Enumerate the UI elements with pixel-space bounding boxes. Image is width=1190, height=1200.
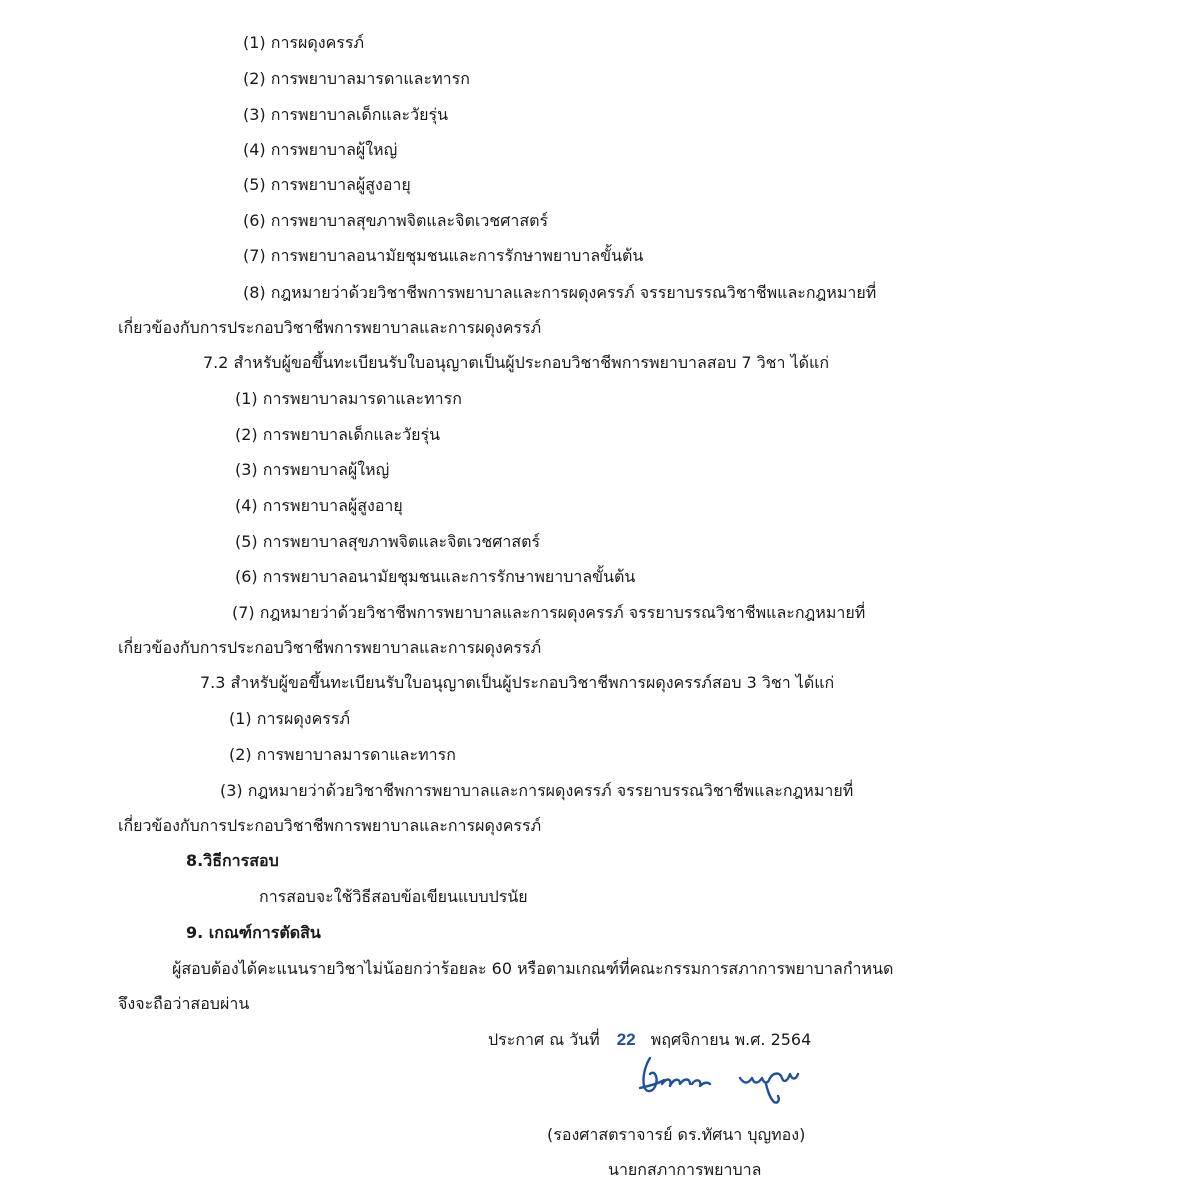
section-8-heading: 8.วิธีการสอบ: [186, 851, 279, 870]
list-item: (6) การพยาบาลสุขภาพจิตและจิตเวชศาสตร์: [243, 211, 549, 230]
list-item: (7) การพยาบาลอนามัยชุมชนและการรักษาพยาบาลขั้นต้น: [243, 246, 644, 265]
announcement-suffix: พฤศจิกายน พ.ศ. 2564: [650, 1030, 812, 1049]
list-item: (2) การพยาบาลมารดาและทารก: [243, 69, 470, 88]
announcement-prefix: ประกาศ ณ วันที่: [488, 1030, 600, 1049]
section-9-heading: 9. เกณฑ์การตัดสิน: [186, 923, 321, 942]
section-7-2-heading: 7.2 สำหรับผู้ขอขึ้นทะเบียนรับใบอนุญาตเป็นผู้ประกอบวิชาชีพการพยาบาลสอบ 7 วิชา ได้แก่: [203, 353, 830, 372]
section-9-text-continuation: จึงจะถือว่าสอบผ่าน: [118, 994, 250, 1013]
section-7-3-heading: 7.3 สำหรับผู้ขอขึ้นทะเบียนรับใบอนุญาตเป็นผู้ประกอบวิชาชีพการผดุงครรภ์สอบ 3 วิชา ได้แก่: [200, 673, 835, 692]
list-item: (5) การพยาบาลผู้สูงอายุ: [243, 175, 411, 194]
signer-title: นายกสภาการพยาบาล: [608, 1160, 762, 1179]
list-item: (7) กฎหมายว่าด้วยวิชาชีพการพยาบาลและการผดุงครรภ์ จรรยาบรรณวิชาชีพและกฎหมายที่: [232, 603, 866, 622]
list-item: (3) การพยาบาลผู้ใหญ่: [235, 460, 390, 479]
list-item: (2) การพยาบาลมารดาและทารก: [229, 745, 456, 764]
signer-name: (รองศาสตราจารย์ ดร.ทัศนา บุญทอง): [547, 1125, 806, 1144]
list-item: (1) การผดุงครรภ์: [229, 709, 351, 728]
list-item-continuation: เกี่ยวข้องกับการประกอบวิชาชีพการพยาบาลและการผดุงครรภ์: [118, 816, 542, 835]
list-item-continuation: เกี่ยวข้องกับการประกอบวิชาชีพการพยาบาลและการผดุงครรภ์: [118, 638, 542, 657]
section-9-text: ผู้สอบต้องได้คะแนนรายวิชาไม่น้อยกว่าร้อยละ 60 หรือตามเกณฑ์ที่คณะกรรมการสภาการพยาบาลกำหนด: [172, 959, 894, 978]
announcement-date: [488, 1029, 811, 1051]
list-item: (6) การพยาบาลอนามัยชุมชนและการรักษาพยาบาลขั้นต้น: [235, 567, 636, 586]
list-item: (5) การพยาบาลสุขภาพจิตและจิตเวชศาสตร์: [235, 532, 541, 551]
signature-icon: [628, 1050, 808, 1110]
list-item-continuation: เกี่ยวข้องกับการประกอบวิชาชีพการพยาบาลและการผดุงครรภ์: [118, 318, 542, 337]
list-item: (4) การพยาบาลผู้ใหญ่: [243, 140, 398, 159]
list-item: (3) การพยาบาลเด็กและวัยรุ่น: [243, 105, 449, 124]
section-8-text: การสอบจะใช้วิธีสอบข้อเขียนแบบปรนัย: [259, 887, 528, 906]
list-item: (3) กฎหมายว่าด้วยวิชาชีพการพยาบาลและการผดุงครรภ์ จรรยาบรรณวิชาชีพและกฎหมายที่: [220, 781, 854, 800]
list-item: (1) การพยาบาลมารดาและทารก: [235, 389, 462, 408]
list-item: (1) การผดุงครรภ์: [243, 33, 365, 52]
list-item: (4) การพยาบาลผู้สูงอายุ: [235, 496, 403, 515]
list-item: (2) การพยาบาลเด็กและวัยรุ่น: [235, 425, 441, 444]
announcement-day: 22: [616, 1030, 636, 1049]
list-item: (8) กฎหมายว่าด้วยวิชาชีพการพยาบาลและการผดุงครรภ์ จรรยาบรรณวิชาชีพและกฎหมายที่: [243, 283, 877, 302]
